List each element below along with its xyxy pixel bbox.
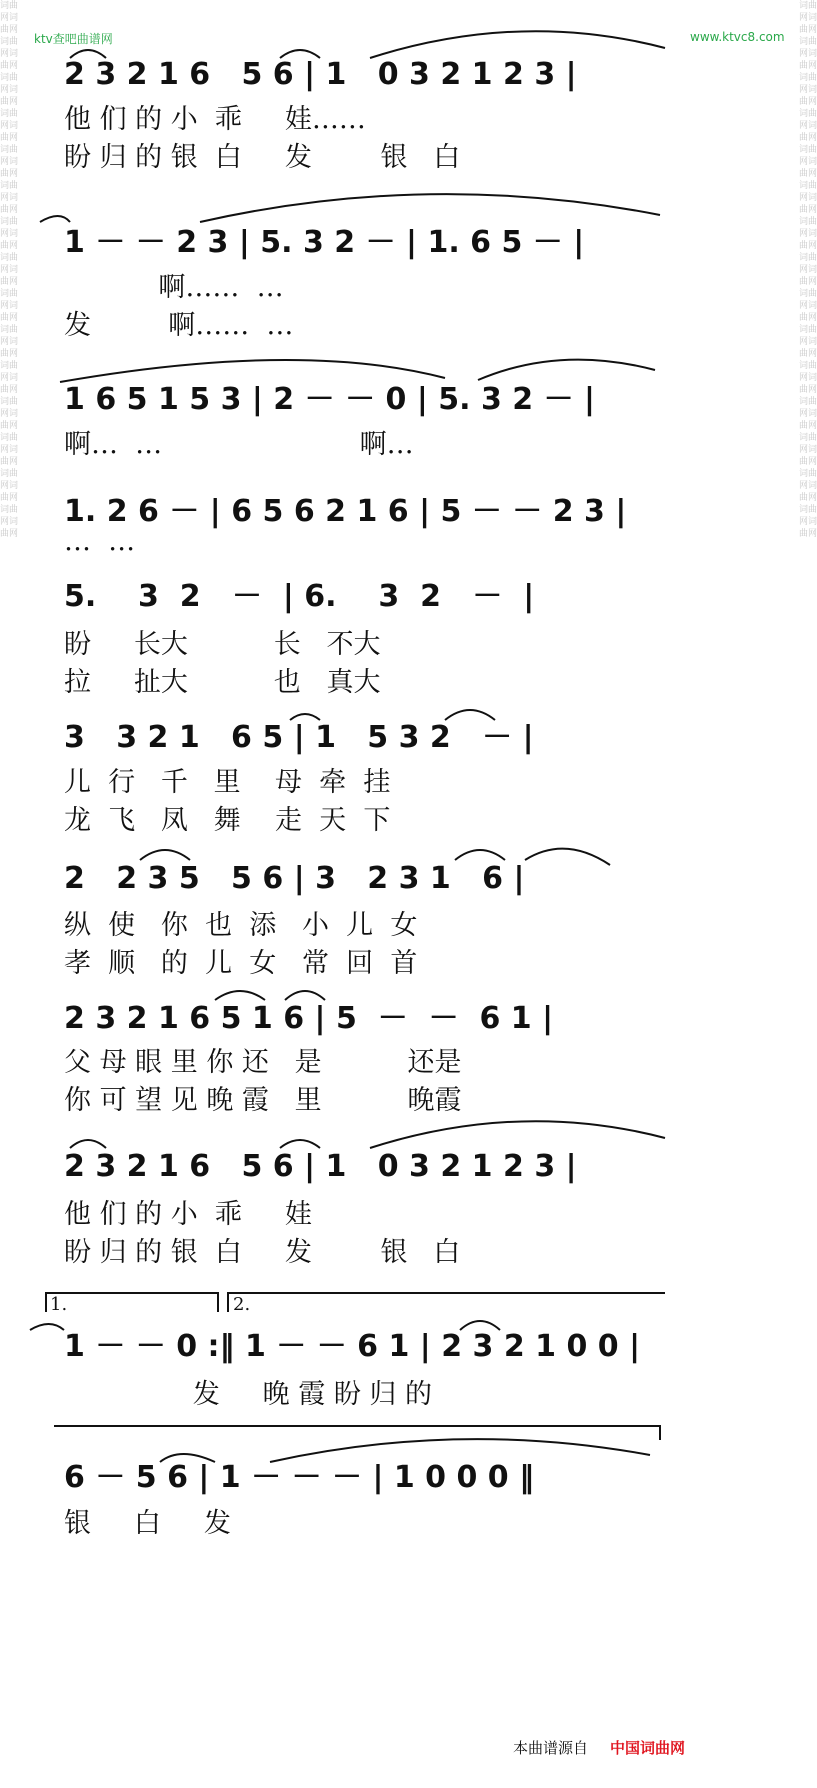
slur xyxy=(478,360,655,380)
slur xyxy=(54,1426,660,1440)
slur xyxy=(370,31,665,58)
score-row-11: 6 － 5 6 | 1 － － － | 1 0 0 0 ‖ xyxy=(64,1460,535,1495)
source-site-link[interactable]: 中国词曲网 xyxy=(610,1739,686,1757)
lyric-row-7-verse-2: 孝 顺 的 儿 女 常 回 首 xyxy=(64,948,418,979)
lyric-row-9-verse-1: 他 们 的 小 乖 娃 xyxy=(64,1199,312,1230)
score-row-1: 2 3 2 1 6 5 6 | 1 0 3 2 1 2 3 | xyxy=(64,57,577,92)
lyric-row-2-verse-2: 发 啊…… … xyxy=(64,310,294,341)
lyric-row-9-verse-2: 盼 归 的 银 白 发 银 白 xyxy=(64,1237,461,1268)
score-row-9: 2 3 2 1 6 5 6 | 1 0 3 2 1 2 3 | xyxy=(64,1149,577,1184)
volta-1-label: 1. xyxy=(50,1294,68,1315)
site-watermark-right: www.ktvc8.com xyxy=(690,30,785,44)
score-row-2: 1 － － 2 3 | 5. 3 2 － | 1. 6 5 － | xyxy=(64,225,585,260)
lyric-row-5-verse-1: 盼 长大 长 不大 xyxy=(64,629,381,660)
slur xyxy=(60,360,445,382)
lyric-row-5-verse-2: 拉 扯大 也 真大 xyxy=(64,667,381,698)
score-row-5: 5. 3 2 － | 6. 3 2 － | xyxy=(64,579,535,614)
side-watermark-left: 词曲网词曲网词曲网词曲网词曲网词曲网词曲网词曲网词曲网词曲网词曲网词曲网词曲网词曲网词曲网词曲网词曲网词曲网词曲网词曲网词曲网词曲网词曲网词曲网词曲网词曲网词曲网词曲网词曲网词曲网 xyxy=(0,1,18,539)
volta-bracket xyxy=(46,1293,218,1312)
slur xyxy=(455,850,505,860)
slur xyxy=(285,991,325,1000)
slur xyxy=(525,849,610,865)
score-row-4: 1. 2 6 － | 6 5 6 2 1 6 | 5 － － 2 3 | xyxy=(64,494,627,529)
lyric-row-1-verse-2: 盼 归 的 银 白 发 银 白 xyxy=(64,142,461,173)
lyric-row-11-verse-1: 银 白 发 xyxy=(64,1508,231,1539)
lyric-row-3-verse-1: 啊… … 啊… xyxy=(64,429,414,460)
lyric-row-4-verse-1: … … xyxy=(64,526,136,557)
slur xyxy=(370,1121,665,1148)
site-watermark-left: ktv查吧曲谱网 xyxy=(34,32,113,46)
lyric-row-10-verse-1: 发 晚 霞 盼 归 的 xyxy=(64,1379,432,1410)
lyric-row-7-verse-1: 纵 使 你 也 添 小 儿 女 xyxy=(64,910,418,941)
slur xyxy=(30,1324,64,1330)
score-row-7: 2 2 3 5 5 6 | 3 2 3 1 6 | xyxy=(64,861,525,896)
lyric-row-6-verse-2: 龙 飞 凤 舞 走 天 下 xyxy=(64,805,391,836)
lyric-row-1-verse-1: 他 们 的 小 乖 娃…… xyxy=(64,104,366,135)
slur xyxy=(270,1439,650,1462)
side-watermark-right: 词曲网词曲网词曲网词曲网词曲网词曲网词曲网词曲网词曲网词曲网词曲网词曲网词曲网词曲网词曲网词曲网词曲网词曲网词曲网词曲网词曲网词曲网词曲网词曲网词曲网词曲网词曲网词曲网词曲网词曲网 xyxy=(799,1,817,539)
volta-2-label: 2. xyxy=(233,1294,251,1315)
score-row-8: 2 3 2 1 6 5 1 6 | 5 － － 6 1 | xyxy=(64,1001,554,1036)
slur xyxy=(40,216,70,222)
slur xyxy=(70,1140,106,1148)
slur xyxy=(215,991,265,1000)
slur xyxy=(140,850,190,860)
slur xyxy=(445,710,495,720)
lyric-row-8-verse-1: 父 母 眼 里 你 还 是 还是 xyxy=(64,1047,462,1078)
lyric-row-6-verse-1: 儿 行 千 里 母 牵 挂 xyxy=(64,767,391,798)
score-row-10: 1 － － 0 :‖ 1 － － 6 1 | 2 3 2 1 0 0 | xyxy=(64,1329,641,1364)
slur xyxy=(200,194,660,222)
lyric-row-8-verse-2: 你 可 望 见 晚 霞 里 晚霞 xyxy=(64,1085,462,1116)
score-row-6: 3 3 2 1 6 5 | 1 5 3 2 － | xyxy=(64,720,534,755)
source-label: 本曲谱源自 xyxy=(513,1739,589,1757)
slur xyxy=(280,1140,320,1148)
score-row-3: 1 6 5 1 5 3 | 2 － － 0 | 5. 3 2 － | xyxy=(64,382,595,417)
volta-bracket xyxy=(228,1293,665,1312)
lyric-row-2-verse-1: 啊…… … xyxy=(64,272,284,303)
